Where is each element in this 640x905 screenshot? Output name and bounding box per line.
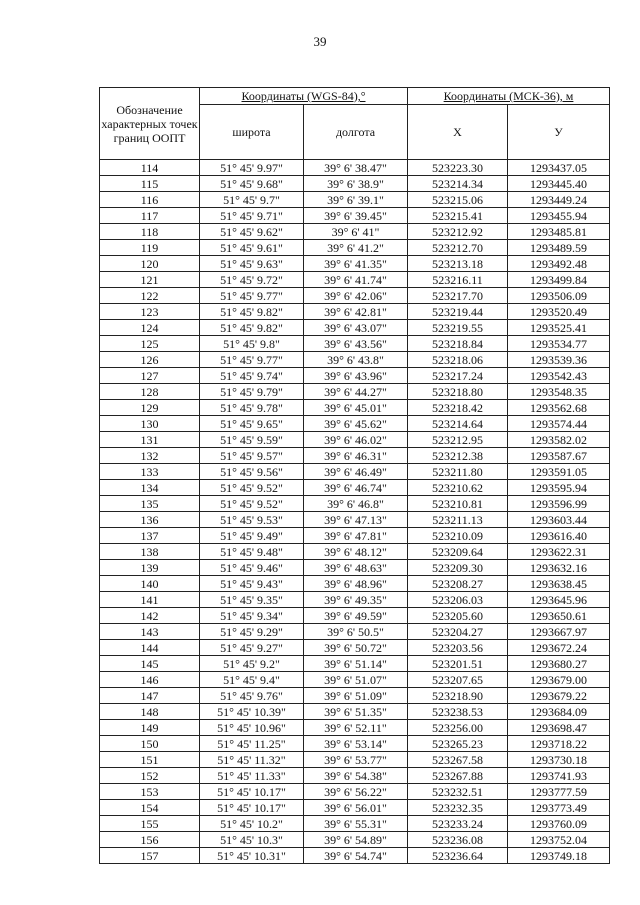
longitude-cell: 39° 6' 47.13"	[304, 512, 408, 528]
x-cell: 523217.24	[408, 368, 508, 384]
point-id-cell: 114	[100, 160, 200, 176]
x-cell: 523209.64	[408, 544, 508, 560]
table-row	[100, 576, 610, 592]
x-cell: 523236.08	[408, 832, 508, 848]
y-cell: 1293506.09	[508, 288, 610, 304]
table-row	[100, 160, 610, 176]
table-row	[100, 560, 610, 576]
latitude-cell: 51° 45' 11.32"	[200, 752, 304, 768]
longitude-cell: 39° 6' 41.74"	[304, 272, 408, 288]
table-header	[100, 88, 610, 160]
y-cell: 1293534.77	[508, 336, 610, 352]
longitude-cell: 39° 6' 41.35"	[304, 256, 408, 272]
y-cell: 1293645.96	[508, 592, 610, 608]
point-id-cell: 124	[100, 320, 200, 336]
longitude-cell: 39° 6' 45.01"	[304, 400, 408, 416]
longitude-cell: 39° 6' 46.74"	[304, 480, 408, 496]
msk-group-label: Координаты (МСК-36), м	[443, 89, 574, 103]
y-cell: 1293485.81	[508, 224, 610, 240]
x-header: X	[408, 105, 508, 160]
latitude-cell: 51° 45' 9.82"	[200, 320, 304, 336]
longitude-cell: 39° 6' 52.11"	[304, 720, 408, 736]
y-cell: 1293616.40	[508, 528, 610, 544]
latitude-cell: 51° 45' 9.46"	[200, 560, 304, 576]
latitude-cell: 51° 45' 9.48"	[200, 544, 304, 560]
x-cell: 523219.44	[408, 304, 508, 320]
latitude-cell: 51° 45' 9.56"	[200, 464, 304, 480]
longitude-cell: 39° 6' 51.07"	[304, 672, 408, 688]
y-cell: 1293632.16	[508, 560, 610, 576]
longitude-cell: 39° 6' 46.31"	[304, 448, 408, 464]
table-row	[100, 496, 610, 512]
longitude-cell: 39° 6' 48.12"	[304, 544, 408, 560]
x-cell: 523211.80	[408, 464, 508, 480]
wgs-group-header	[200, 88, 408, 105]
latitude-cell: 51° 45' 10.39"	[200, 704, 304, 720]
longitude-cell: 39° 6' 43.07"	[304, 320, 408, 336]
longitude-cell: 39° 6' 38.47"	[304, 160, 408, 176]
table-row	[100, 480, 610, 496]
longitude-cell: 39° 6' 56.22"	[304, 784, 408, 800]
y-cell: 1293667.97	[508, 624, 610, 640]
table-row	[100, 192, 610, 208]
x-cell: 523210.09	[408, 528, 508, 544]
latitude-cell: 51° 45' 9.79"	[200, 384, 304, 400]
point-id-cell: 152	[100, 768, 200, 784]
table-row	[100, 464, 610, 480]
x-cell: 523218.90	[408, 688, 508, 704]
y-cell: 1293542.43	[508, 368, 610, 384]
table-row	[100, 544, 610, 560]
y-cell: 1293679.00	[508, 672, 610, 688]
page-number: 39	[313, 34, 327, 49]
table-row	[100, 688, 610, 704]
y-cell: 1293582.02	[508, 432, 610, 448]
longitude-cell: 39° 6' 46.8"	[304, 496, 408, 512]
x-cell: 523212.38	[408, 448, 508, 464]
longitude-cell: 39° 6' 55.31"	[304, 816, 408, 832]
longitude-cell: 39° 6' 53.14"	[304, 736, 408, 752]
x-cell: 523223.30	[408, 160, 508, 176]
x-cell: 523212.70	[408, 240, 508, 256]
point-id-cell: 125	[100, 336, 200, 352]
point-id-cell: 129	[100, 400, 200, 416]
x-cell: 523238.53	[408, 704, 508, 720]
point-id-cell: 133	[100, 464, 200, 480]
y-cell: 1293587.67	[508, 448, 610, 464]
latitude-cell: 51° 45' 9.27"	[200, 640, 304, 656]
point-id-cell: 122	[100, 288, 200, 304]
latitude-cell: 51° 45' 9.2"	[200, 656, 304, 672]
table-row	[100, 800, 610, 816]
y-cell: 1293492.48	[508, 256, 610, 272]
point-id-cell: 143	[100, 624, 200, 640]
y-cell: 1293730.18	[508, 752, 610, 768]
point-id-cell: 151	[100, 752, 200, 768]
y-cell: 1293525.41	[508, 320, 610, 336]
table-row	[100, 208, 610, 224]
point-id-cell: 117	[100, 208, 200, 224]
longitude-cell: 39° 6' 38.9"	[304, 176, 408, 192]
coordinates-table	[99, 87, 610, 864]
point-id-cell: 136	[100, 512, 200, 528]
wgs-group-label: Координаты (WGS-84),°	[241, 89, 366, 103]
x-cell: 523232.51	[408, 784, 508, 800]
longitude-cell: 39° 6' 42.81"	[304, 304, 408, 320]
y-cell: 1293499.84	[508, 272, 610, 288]
latitude-cell: 51° 45' 9.76"	[200, 688, 304, 704]
point-id-cell: 145	[100, 656, 200, 672]
table-row	[100, 816, 610, 832]
y-cell: 1293679.22	[508, 688, 610, 704]
table-row	[100, 848, 610, 864]
point-id-cell: 132	[100, 448, 200, 464]
longitude-cell: 39° 6' 44.27"	[304, 384, 408, 400]
point-id-cell: 120	[100, 256, 200, 272]
point-id-cell: 116	[100, 192, 200, 208]
point-id-cell: 150	[100, 736, 200, 752]
table-row	[100, 400, 610, 416]
table-row	[100, 368, 610, 384]
point-id-cell: 140	[100, 576, 200, 592]
point-id-cell: 135	[100, 496, 200, 512]
y-cell: 1293595.94	[508, 480, 610, 496]
latitude-cell: 51° 45' 9.8"	[200, 336, 304, 352]
latitude-cell: 51° 45' 9.4"	[200, 672, 304, 688]
longitude-cell: 39° 6' 46.49"	[304, 464, 408, 480]
point-id-cell: 153	[100, 784, 200, 800]
y-cell: 1293520.49	[508, 304, 610, 320]
latitude-cell: 51° 45' 9.52"	[200, 480, 304, 496]
longitude-cell: 39° 6' 56.01"	[304, 800, 408, 816]
longitude-cell: 39° 6' 54.89"	[304, 832, 408, 848]
table-body	[100, 160, 610, 864]
point-id-cell: 131	[100, 432, 200, 448]
y-cell: 1293562.68	[508, 400, 610, 416]
y-cell: 1293684.09	[508, 704, 610, 720]
point-id-cell: 138	[100, 544, 200, 560]
latitude-cell: 51° 45' 9.71"	[200, 208, 304, 224]
longitude-cell: 39° 6' 53.77"	[304, 752, 408, 768]
x-cell: 523256.00	[408, 720, 508, 736]
x-cell: 523219.55	[408, 320, 508, 336]
y-cell: 1293539.36	[508, 352, 610, 368]
latitude-cell: 51° 45' 9.72"	[200, 272, 304, 288]
longitude-cell: 39° 6' 51.09"	[304, 688, 408, 704]
longitude-cell: 39° 6' 51.14"	[304, 656, 408, 672]
y-header: У	[508, 105, 610, 160]
y-cell: 1293622.31	[508, 544, 610, 560]
point-id-cell: 119	[100, 240, 200, 256]
x-cell: 523218.42	[408, 400, 508, 416]
table-row	[100, 752, 610, 768]
point-id-cell: 118	[100, 224, 200, 240]
latitude-cell: 51° 45' 9.65"	[200, 416, 304, 432]
x-cell: 523232.35	[408, 800, 508, 816]
y-cell: 1293449.24	[508, 192, 610, 208]
latitude-cell: 51° 45' 9.57"	[200, 448, 304, 464]
x-cell: 523216.11	[408, 272, 508, 288]
table-row	[100, 784, 610, 800]
table-row	[100, 416, 610, 432]
table-row	[100, 336, 610, 352]
latitude-cell: 51° 45' 9.63"	[200, 256, 304, 272]
latitude-cell: 51° 45' 9.52"	[200, 496, 304, 512]
table-row	[100, 704, 610, 720]
point-id-cell: 115	[100, 176, 200, 192]
latitude-cell: 51° 45' 9.97"	[200, 160, 304, 176]
latitude-cell: 51° 45' 9.34"	[200, 608, 304, 624]
latitude-cell: 51° 45' 10.96"	[200, 720, 304, 736]
latitude-cell: 51° 45' 9.61"	[200, 240, 304, 256]
table-row	[100, 256, 610, 272]
longitude-cell: 39° 6' 42.06"	[304, 288, 408, 304]
table-row	[100, 832, 610, 848]
y-cell: 1293773.49	[508, 800, 610, 816]
point-id-cell: 128	[100, 384, 200, 400]
table-row	[100, 736, 610, 752]
point-id-cell: 144	[100, 640, 200, 656]
longitude-cell: 39° 6' 39.45"	[304, 208, 408, 224]
latitude-cell: 51° 45' 9.35"	[200, 592, 304, 608]
msk-group-header	[408, 88, 610, 105]
y-cell: 1293650.61	[508, 608, 610, 624]
x-cell: 523213.18	[408, 256, 508, 272]
point-id-cell: 123	[100, 304, 200, 320]
x-cell: 523207.65	[408, 672, 508, 688]
x-cell: 523215.41	[408, 208, 508, 224]
y-cell: 1293777.59	[508, 784, 610, 800]
latitude-cell: 51° 45' 9.77"	[200, 352, 304, 368]
x-cell: 523214.34	[408, 176, 508, 192]
latitude-cell: 51° 45' 9.53"	[200, 512, 304, 528]
table-row	[100, 240, 610, 256]
table-row	[100, 768, 610, 784]
latitude-cell: 51° 45' 9.62"	[200, 224, 304, 240]
y-cell: 1293741.93	[508, 768, 610, 784]
table-row	[100, 528, 610, 544]
longitude-cell: 39° 6' 43.8"	[304, 352, 408, 368]
latitude-cell: 51° 45' 9.68"	[200, 176, 304, 192]
point-id-cell: 127	[100, 368, 200, 384]
x-cell: 523203.56	[408, 640, 508, 656]
point-id-cell: 155	[100, 816, 200, 832]
longitude-cell: 39° 6' 43.96"	[304, 368, 408, 384]
point-id-cell: 137	[100, 528, 200, 544]
longitude-cell: 39° 6' 41.2"	[304, 240, 408, 256]
table-row	[100, 176, 610, 192]
longitude-header: долгота	[304, 105, 408, 160]
point-id-cell: 154	[100, 800, 200, 816]
y-cell: 1293698.47	[508, 720, 610, 736]
latitude-cell: 51° 45' 11.33"	[200, 768, 304, 784]
point-id-cell: 126	[100, 352, 200, 368]
table-row	[100, 224, 610, 240]
longitude-cell: 39° 6' 43.56"	[304, 336, 408, 352]
longitude-cell: 39° 6' 48.96"	[304, 576, 408, 592]
longitude-cell: 39° 6' 48.63"	[304, 560, 408, 576]
y-cell: 1293752.04	[508, 832, 610, 848]
y-cell: 1293574.44	[508, 416, 610, 432]
x-cell: 523209.30	[408, 560, 508, 576]
x-cell: 523212.92	[408, 224, 508, 240]
y-cell: 1293596.99	[508, 496, 610, 512]
x-cell: 523206.03	[408, 592, 508, 608]
y-cell: 1293489.59	[508, 240, 610, 256]
latitude-cell: 51° 45' 11.25"	[200, 736, 304, 752]
x-cell: 523233.24	[408, 816, 508, 832]
point-id-cell: 121	[100, 272, 200, 288]
x-cell: 523211.13	[408, 512, 508, 528]
y-cell: 1293638.45	[508, 576, 610, 592]
y-cell: 1293548.35	[508, 384, 610, 400]
latitude-cell: 51° 45' 9.29"	[200, 624, 304, 640]
longitude-cell: 39° 6' 46.02"	[304, 432, 408, 448]
latitude-cell: 51° 45' 9.49"	[200, 528, 304, 544]
x-cell: 523236.64	[408, 848, 508, 864]
latitude-cell: 51° 45' 9.59"	[200, 432, 304, 448]
table-row	[100, 384, 610, 400]
x-cell: 523218.06	[408, 352, 508, 368]
longitude-cell: 39° 6' 49.35"	[304, 592, 408, 608]
table-row	[100, 624, 610, 640]
longitude-cell: 39° 6' 54.38"	[304, 768, 408, 784]
latitude-cell: 51° 45' 10.31"	[200, 848, 304, 864]
y-cell: 1293718.22	[508, 736, 610, 752]
latitude-cell: 51° 45' 10.17"	[200, 784, 304, 800]
latitude-header: широта	[200, 105, 304, 160]
table-row	[100, 608, 610, 624]
table-row	[100, 304, 610, 320]
x-cell: 523201.51	[408, 656, 508, 672]
table-row	[100, 288, 610, 304]
designation-header: Обозначение характерных точек границ ООПТ	[100, 88, 200, 160]
y-cell: 1293437.05	[508, 160, 610, 176]
longitude-cell: 39° 6' 39.1"	[304, 192, 408, 208]
latitude-cell: 51° 45' 10.3"	[200, 832, 304, 848]
latitude-cell: 51° 45' 9.43"	[200, 576, 304, 592]
x-cell: 523214.64	[408, 416, 508, 432]
point-id-cell: 141	[100, 592, 200, 608]
latitude-cell: 51° 45' 9.82"	[200, 304, 304, 320]
table-row	[100, 512, 610, 528]
table-row	[100, 320, 610, 336]
table-row	[100, 592, 610, 608]
x-cell: 523218.80	[408, 384, 508, 400]
y-cell: 1293591.05	[508, 464, 610, 480]
x-cell: 523210.62	[408, 480, 508, 496]
point-id-cell: 139	[100, 560, 200, 576]
longitude-cell: 39° 6' 47.81"	[304, 528, 408, 544]
latitude-cell: 51° 45' 10.2"	[200, 816, 304, 832]
table-row	[100, 720, 610, 736]
x-cell: 523265.23	[408, 736, 508, 752]
x-cell: 523204.27	[408, 624, 508, 640]
longitude-cell: 39° 6' 41"	[304, 224, 408, 240]
latitude-cell: 51° 45' 9.78"	[200, 400, 304, 416]
x-cell: 523205.60	[408, 608, 508, 624]
point-id-cell: 148	[100, 704, 200, 720]
longitude-cell: 39° 6' 54.74"	[304, 848, 408, 864]
y-cell: 1293680.27	[508, 656, 610, 672]
point-id-cell: 134	[100, 480, 200, 496]
longitude-cell: 39° 6' 49.59"	[304, 608, 408, 624]
latitude-cell: 51° 45' 10.17"	[200, 800, 304, 816]
longitude-cell: 39° 6' 50.5"	[304, 624, 408, 640]
longitude-cell: 39° 6' 51.35"	[304, 704, 408, 720]
y-cell: 1293760.09	[508, 816, 610, 832]
table-row	[100, 656, 610, 672]
x-cell: 523217.70	[408, 288, 508, 304]
table-row	[100, 640, 610, 656]
x-cell: 523212.95	[408, 432, 508, 448]
y-cell: 1293455.94	[508, 208, 610, 224]
latitude-cell: 51° 45' 9.77"	[200, 288, 304, 304]
x-cell: 523208.27	[408, 576, 508, 592]
y-cell: 1293445.40	[508, 176, 610, 192]
longitude-cell: 39° 6' 50.72"	[304, 640, 408, 656]
point-id-cell: 147	[100, 688, 200, 704]
x-cell: 523215.06	[408, 192, 508, 208]
x-cell: 523267.88	[408, 768, 508, 784]
y-cell: 1293749.18	[508, 848, 610, 864]
table-row	[100, 272, 610, 288]
table-row	[100, 672, 610, 688]
point-id-cell: 130	[100, 416, 200, 432]
table-row	[100, 448, 610, 464]
x-cell: 523210.81	[408, 496, 508, 512]
point-id-cell: 146	[100, 672, 200, 688]
x-cell: 523267.58	[408, 752, 508, 768]
latitude-cell: 51° 45' 9.7"	[200, 192, 304, 208]
table-row	[100, 432, 610, 448]
y-cell: 1293603.44	[508, 512, 610, 528]
point-id-cell: 149	[100, 720, 200, 736]
table-row	[100, 352, 610, 368]
x-cell: 523218.84	[408, 336, 508, 352]
latitude-cell: 51° 45' 9.74"	[200, 368, 304, 384]
point-id-cell: 157	[100, 848, 200, 864]
longitude-cell: 39° 6' 45.62"	[304, 416, 408, 432]
y-cell: 1293672.24	[508, 640, 610, 656]
point-id-cell: 142	[100, 608, 200, 624]
point-id-cell: 156	[100, 832, 200, 848]
